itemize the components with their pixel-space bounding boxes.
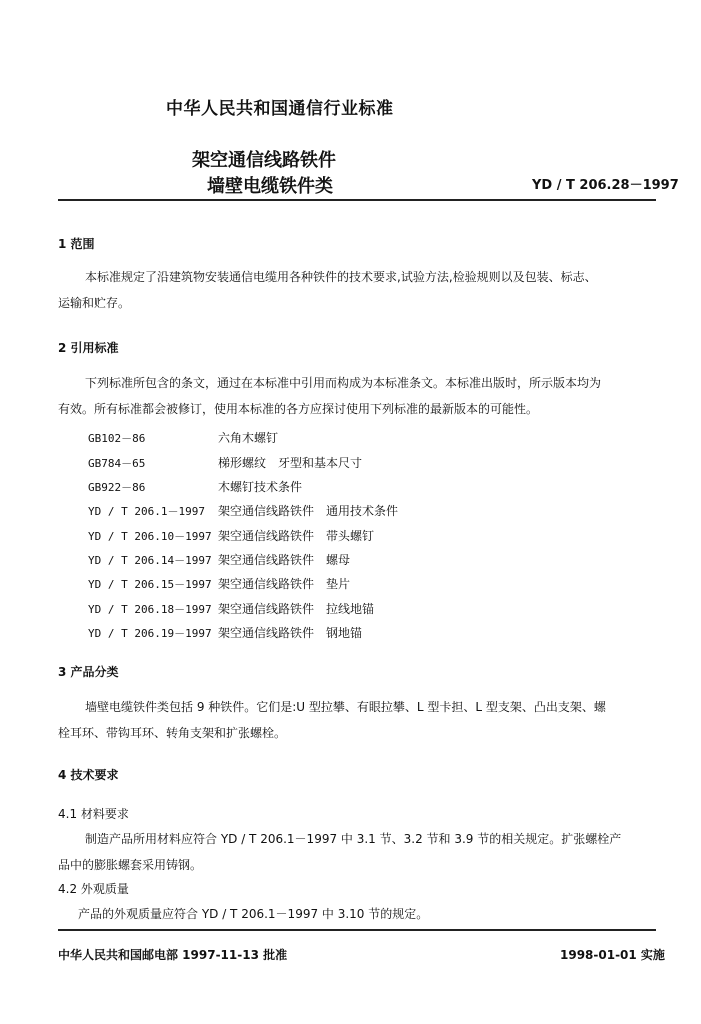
section-3-paragraph-line2: 栓耳环、带钩耳环、转角支架和扩张螺栓。	[58, 726, 287, 740]
footer-rule	[58, 929, 656, 931]
reference-code: YD / T 206.1－1997	[88, 505, 205, 518]
section-1-paragraph-line1: 本标准规定了沿建筑物安装通信电缆用各种铁件的技术要求,试验方法,检验规则以及包装、标志、	[85, 270, 597, 284]
section-4-1-paragraph-line2: 品中的膨胀螺套采用铸钢。	[58, 858, 203, 872]
section-4-2-heading: 4.2 外观质量	[58, 882, 129, 896]
reference-title: 六角木螺钉	[218, 431, 279, 445]
standard-code: YD / T 206.28－1997	[532, 178, 679, 193]
approval-date: 中华人民共和国邮电部 1997-11-13 批准	[58, 948, 288, 962]
reference-title: 架空通信线路铁件 拉线地锚	[218, 602, 375, 616]
reference-code: YD / T 206.18－1997	[88, 603, 212, 616]
reference-code: YD / T 206.14－1997	[88, 554, 212, 567]
reference-title: 架空通信线路铁件 通用技术条件	[218, 504, 399, 518]
header-rule	[58, 199, 656, 201]
reference-title: 架空通信线路铁件 钢地锚	[218, 626, 363, 640]
section-3-paragraph-line1: 墙壁电缆铁件类包括 9 种铁件。它们是:U 型拉攀、有眼拉攀、L 型卡担、L 型支架、凸出支架、螺	[85, 700, 606, 714]
reference-title: 架空通信线路铁件 带头螺钉	[218, 529, 375, 543]
section-1-heading: 1 范围	[58, 237, 95, 251]
reference-code: YD / T 206.19－1997	[88, 627, 212, 640]
reference-code: GB784－65	[88, 457, 146, 470]
document-title-line1: 架空通信线路铁件	[192, 150, 336, 171]
section-4-heading: 4 技术要求	[58, 768, 119, 782]
reference-title: 梯形螺纹 牙型和基本尺寸	[218, 456, 363, 470]
reference-title: 木螺钉技术条件	[218, 480, 303, 494]
reference-code: GB102－86	[88, 432, 146, 445]
reference-code: GB922－86	[88, 481, 146, 494]
section-4-1-paragraph-line1: 制造产品所用材料应符合 YD / T 206.1－1997 中 3.1 节、3.2 节和 3.9 节的相关规定。扩张螺栓产	[85, 832, 622, 846]
reference-title: 架空通信线路铁件 垫片	[218, 577, 351, 591]
section-4-1-heading: 4.1 材料要求	[58, 807, 129, 821]
reference-code: YD / T 206.10－1997	[88, 530, 212, 543]
section-2-paragraph-line2: 有效。所有标准都会被修订，使用本标准的各方应探讨使用下列标准的最新版本的可能性。	[58, 402, 539, 416]
reference-code: YD / T 206.15－1997	[88, 578, 212, 591]
reference-title: 架空通信线路铁件 螺母	[218, 553, 351, 567]
section-2-heading: 2 引用标准	[58, 341, 119, 355]
section-2-paragraph-line1: 下列标准所包含的条文，通过在本标准中引用而构成为本标准条文。本标准出版时，所示版本均为	[85, 376, 602, 390]
section-4-2-paragraph: 产品的外观质量应符合 YD / T 206.1－1997 中 3.10 节的规定。	[78, 907, 429, 921]
implementation-date: 1998-01-01 实施	[560, 948, 665, 962]
document-org-title: 中华人民共和国通信行业标准	[166, 99, 394, 119]
section-3-heading: 3 产品分类	[58, 665, 119, 679]
document-title-line2: 墙壁电缆铁件类	[207, 176, 333, 197]
section-1-paragraph-line2: 运输和贮存。	[58, 296, 131, 310]
